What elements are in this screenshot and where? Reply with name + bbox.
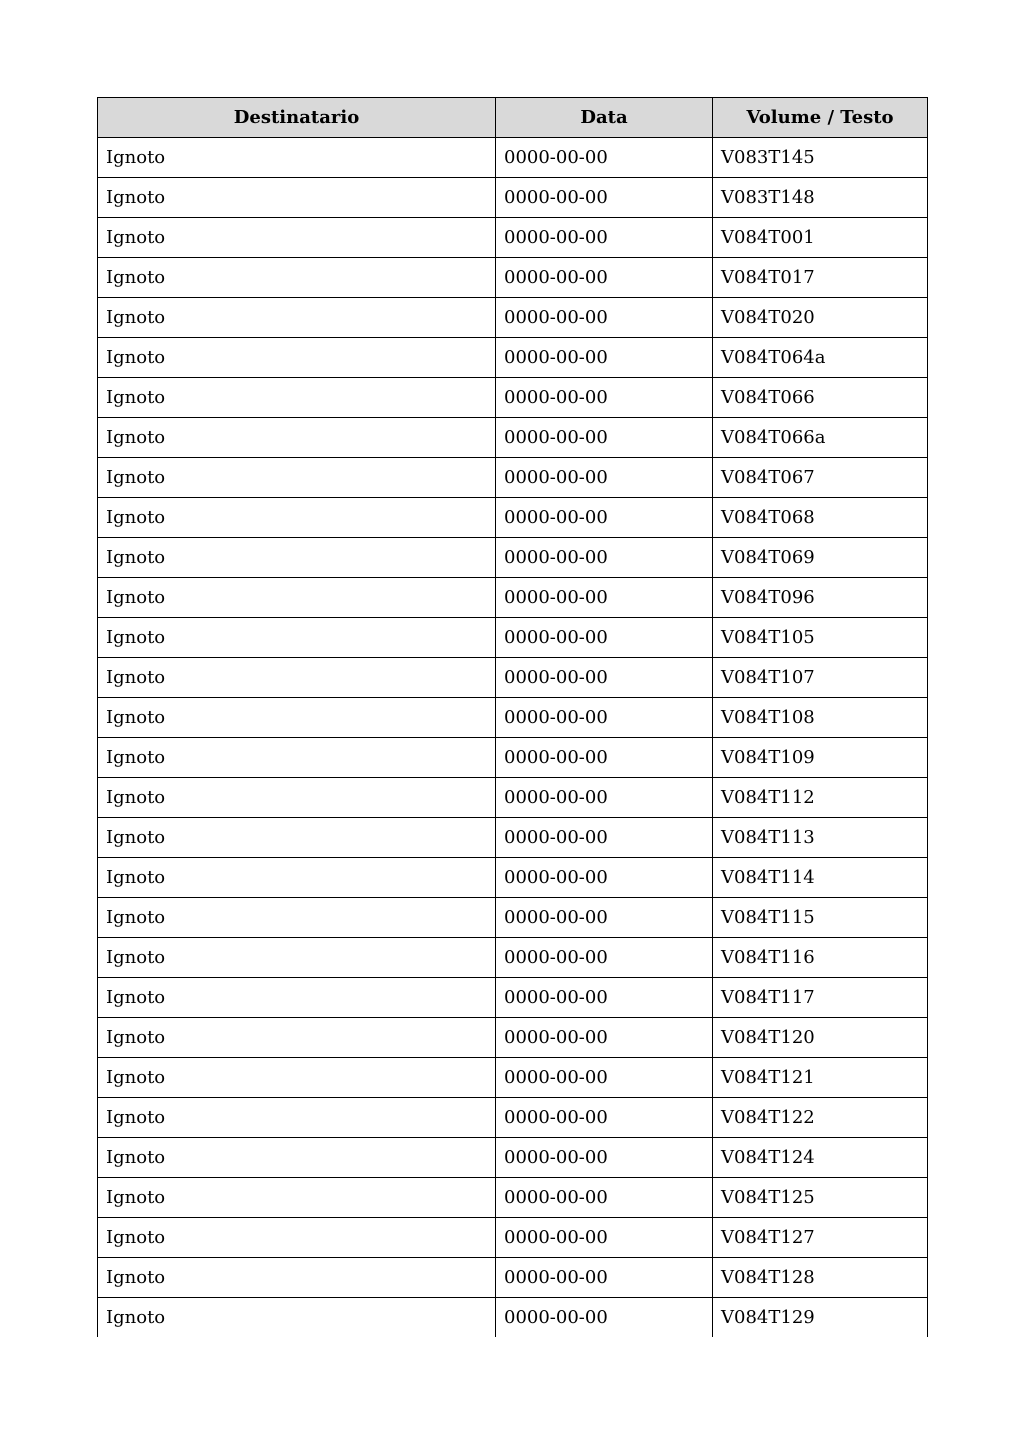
cell-data: 0000-00-00 [496,1058,713,1098]
cell-destinatario: Ignoto [98,578,496,618]
table-row [98,1218,928,1258]
table-row [98,538,928,578]
cell-data: 0000-00-00 [496,658,713,698]
cell-data: 0000-00-00 [496,1138,713,1178]
cell-volume-testo: V084T125 [713,1178,928,1218]
cell-volume-testo: V084T113 [713,818,928,858]
table-row [98,898,928,938]
cell-volume-testo: V084T066 [713,378,928,418]
cell-data: 0000-00-00 [496,818,713,858]
cell-destinatario: Ignoto [98,1138,496,1178]
table-row [98,1178,928,1218]
cell-volume-testo: V084T112 [713,778,928,818]
cell-destinatario: Ignoto [98,1058,496,1098]
cell-volume-testo: V084T020 [713,298,928,338]
cell-destinatario: Ignoto [98,938,496,978]
cell-volume-testo: V083T145 [713,138,928,178]
cell-destinatario: Ignoto [98,538,496,578]
cell-data: 0000-00-00 [496,218,713,258]
cell-data: 0000-00-00 [496,778,713,818]
cell-volume-testo: V084T124 [713,1138,928,1178]
table-row [98,1258,928,1298]
table-row [98,458,928,498]
cell-destinatario: Ignoto [98,1018,496,1058]
cell-destinatario: Ignoto [98,978,496,1018]
table-row [98,418,928,458]
cell-destinatario: Ignoto [98,618,496,658]
cell-volume-testo: V084T117 [713,978,928,1018]
cell-volume-testo: V084T069 [713,538,928,578]
table-row [98,378,928,418]
cell-data: 0000-00-00 [496,1098,713,1138]
cell-volume-testo: V084T067 [713,458,928,498]
cell-destinatario: Ignoto [98,738,496,778]
table-row [98,818,928,858]
cell-destinatario: Ignoto [98,1098,496,1138]
cell-destinatario: Ignoto [98,418,496,458]
table-row [98,618,928,658]
cell-destinatario: Ignoto [98,258,496,298]
cell-data: 0000-00-00 [496,898,713,938]
table-row [98,978,928,1018]
table-row [98,218,928,258]
cell-destinatario: Ignoto [98,658,496,698]
letters-table [97,97,928,1337]
table-row [98,1098,928,1138]
table-row [98,778,928,818]
cell-destinatario: Ignoto [98,138,496,178]
cell-data: 0000-00-00 [496,258,713,298]
cell-volume-testo: V084T109 [713,738,928,778]
cell-destinatario: Ignoto [98,778,496,818]
cell-data: 0000-00-00 [496,1298,713,1338]
cell-volume-testo: V084T116 [713,938,928,978]
cell-volume-testo: V084T017 [713,258,928,298]
cell-data: 0000-00-00 [496,1258,713,1298]
cell-destinatario: Ignoto [98,378,496,418]
table-row [98,1058,928,1098]
cell-volume-testo: V084T068 [713,498,928,538]
header-destinatario: Destinatario [98,98,496,138]
cell-volume-testo: V084T115 [713,898,928,938]
cell-data: 0000-00-00 [496,858,713,898]
cell-destinatario: Ignoto [98,498,496,538]
cell-destinatario: Ignoto [98,818,496,858]
table-row [98,1138,928,1178]
cell-volume-testo: V084T096 [713,578,928,618]
cell-volume-testo: V084T127 [713,1218,928,1258]
table-row [98,578,928,618]
cell-data: 0000-00-00 [496,618,713,658]
cell-destinatario: Ignoto [98,898,496,938]
table-row [98,258,928,298]
cell-volume-testo: V083T148 [713,178,928,218]
table-row [98,658,928,698]
table-row [98,338,928,378]
cell-volume-testo: V084T129 [713,1298,928,1338]
table-row [98,178,928,218]
cell-data: 0000-00-00 [496,1218,713,1258]
table-row [98,738,928,778]
table-row [98,1018,928,1058]
table-row [98,698,928,738]
cell-data: 0000-00-00 [496,938,713,978]
cell-volume-testo: V084T114 [713,858,928,898]
table-body [98,138,928,1338]
header-data: Data [496,98,713,138]
cell-volume-testo: V084T001 [713,218,928,258]
cell-destinatario: Ignoto [98,218,496,258]
header-row [98,98,928,138]
cell-data: 0000-00-00 [496,498,713,538]
cell-destinatario: Ignoto [98,1218,496,1258]
cell-volume-testo: V084T107 [713,658,928,698]
cell-data: 0000-00-00 [496,378,713,418]
cell-data: 0000-00-00 [496,1178,713,1218]
table-row [98,298,928,338]
cell-data: 0000-00-00 [496,578,713,618]
cell-data: 0000-00-00 [496,738,713,778]
cell-destinatario: Ignoto [98,1258,496,1298]
table-row [98,858,928,898]
cell-destinatario: Ignoto [98,1178,496,1218]
cell-data: 0000-00-00 [496,458,713,498]
cell-data: 0000-00-00 [496,538,713,578]
cell-volume-testo: V084T064a [713,338,928,378]
cell-data: 0000-00-00 [496,298,713,338]
cell-destinatario: Ignoto [98,698,496,738]
cell-volume-testo: V084T066a [713,418,928,458]
cell-destinatario: Ignoto [98,1298,496,1338]
cell-volume-testo: V084T105 [713,618,928,658]
cell-destinatario: Ignoto [98,298,496,338]
table-row [98,938,928,978]
cell-volume-testo: V084T120 [713,1018,928,1058]
cell-volume-testo: V084T108 [713,698,928,738]
cell-destinatario: Ignoto [98,858,496,898]
cell-destinatario: Ignoto [98,338,496,378]
header-volume-testo: Volume / Testo [713,98,928,138]
table-row [98,1298,928,1338]
cell-destinatario: Ignoto [98,458,496,498]
cell-data: 0000-00-00 [496,1018,713,1058]
cell-data: 0000-00-00 [496,418,713,458]
cell-destinatario: Ignoto [98,178,496,218]
cell-data: 0000-00-00 [496,178,713,218]
cell-data: 0000-00-00 [496,338,713,378]
cell-volume-testo: V084T128 [713,1258,928,1298]
table-row [98,498,928,538]
cell-data: 0000-00-00 [496,138,713,178]
cell-volume-testo: V084T122 [713,1098,928,1138]
table-header [98,98,928,138]
table-row [98,138,928,178]
cell-data: 0000-00-00 [496,698,713,738]
cell-data: 0000-00-00 [496,978,713,1018]
cell-volume-testo: V084T121 [713,1058,928,1098]
